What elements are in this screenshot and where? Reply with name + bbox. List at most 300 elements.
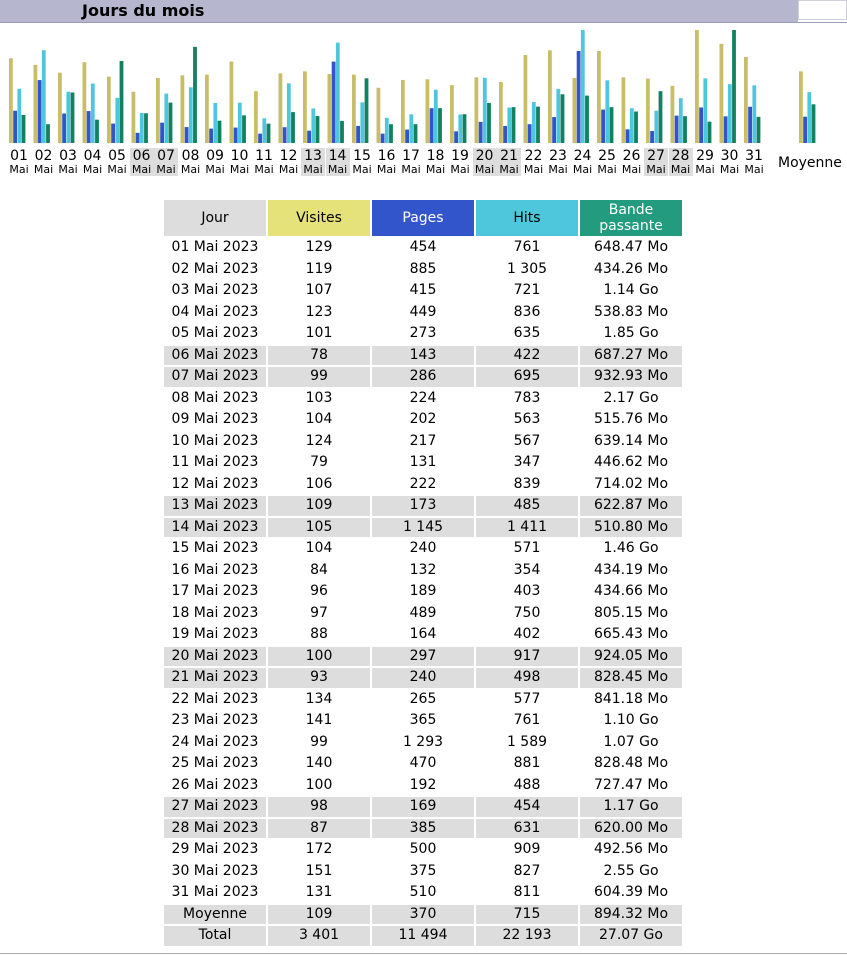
chart-day-label	[7, 148, 31, 176]
pages-bar	[479, 122, 483, 143]
pages-cell: 500	[409, 841, 437, 858]
visites-bar	[597, 51, 601, 143]
visites-cell: 109	[268, 496, 370, 516]
bande-passante-cell: 538.83 Mo	[593, 303, 669, 320]
chart-day-label	[56, 148, 80, 176]
pages-bar	[430, 108, 434, 143]
visites-bar	[695, 30, 699, 143]
day-cell: 21 Mai 2023	[164, 668, 266, 688]
total-bande-passante: 27.07 Go	[580, 926, 682, 946]
day-cell: 30 Mai 2023	[171, 862, 259, 879]
day-cell: 22 Mai 2023	[171, 690, 259, 707]
bande-passante-bar	[414, 124, 418, 143]
pages-cell: 240	[409, 540, 437, 557]
pages-bar	[552, 117, 556, 143]
day-cell: 14 Mai 2023	[164, 518, 266, 538]
bande-passante-cell: 434.26 Mo	[593, 260, 669, 277]
chart-day-number: 01	[10, 148, 28, 164]
pages-bar	[209, 129, 213, 143]
visites-cell: 151	[305, 862, 333, 879]
hits-cell: 402	[513, 626, 541, 643]
hits-bar	[213, 103, 217, 143]
bande-passante-bar	[634, 112, 638, 143]
visites-bar	[799, 71, 803, 143]
hits-bar	[189, 87, 193, 143]
pages-bar	[307, 131, 311, 143]
col-header-hits: Hits	[476, 200, 578, 236]
table-header-row	[164, 200, 682, 236]
pages-bar	[675, 116, 679, 143]
bande-passante-bar	[242, 115, 246, 143]
table-row	[164, 668, 682, 688]
table-row	[164, 797, 682, 817]
bande-passante-cell: 1.07 Go	[603, 733, 659, 750]
chart-day-number: 04	[83, 148, 102, 164]
bande-passante-bar	[708, 122, 712, 143]
bande-passante-cell: 932.93 Mo	[580, 367, 682, 387]
hits-bar	[679, 98, 683, 143]
hits-bar	[140, 113, 144, 143]
hits-cell: 783	[513, 389, 541, 406]
bande-passante-cell: 492.56 Mo	[593, 841, 669, 858]
bande-passante-cell: 828.45 Mo	[580, 668, 682, 688]
visites-bar	[720, 44, 724, 143]
hits-bar	[66, 92, 70, 143]
visites-cell: 107	[305, 282, 333, 299]
visites-cell: 96	[310, 583, 328, 600]
average-hits: 715	[476, 905, 578, 925]
visites-bar	[450, 85, 454, 143]
table-row	[164, 883, 682, 903]
chart-day-label	[350, 148, 374, 176]
hits-bar	[238, 103, 242, 143]
bande-passante-cell: 2.17 Go	[603, 389, 659, 406]
bande-passante-cell: 828.48 Mo	[593, 755, 669, 772]
chart-day-label	[546, 148, 570, 176]
chart-month-label: Mai	[229, 163, 250, 176]
chart-day-label	[252, 148, 276, 176]
hits-cell: 811	[513, 884, 541, 901]
chart-day-label	[130, 148, 154, 176]
chart-day-label	[375, 148, 399, 176]
hits-cell: 761	[513, 712, 541, 729]
average-visites: 109	[268, 905, 370, 925]
hits-cell: 750	[513, 604, 541, 621]
bande-passante-cell: 515.76 Mo	[593, 411, 669, 428]
hits-bar	[507, 108, 511, 143]
hits-bar	[434, 90, 438, 143]
bande-passante-bar	[438, 108, 442, 143]
table-row	[164, 819, 682, 839]
hits-bar	[385, 118, 389, 143]
bande-passante-bar	[561, 94, 565, 143]
pages-bar	[234, 128, 238, 143]
visites-cell: 172	[305, 841, 333, 858]
hits-bar	[17, 89, 21, 143]
chart-month-label: Mai	[58, 163, 78, 176]
table-row	[164, 389, 682, 409]
hits-bar	[483, 78, 487, 143]
pages-cell: 297	[372, 647, 474, 667]
visites-bar	[671, 86, 675, 143]
pages-bar	[13, 111, 17, 143]
bande-passante-cell: 1.85 Go	[603, 325, 659, 342]
day-cell: 15 Mai 2023	[171, 540, 259, 557]
hits-cell: 567	[513, 432, 541, 449]
chart-day-label	[742, 148, 766, 176]
average-bande-passante: 894.32 Mo	[580, 905, 682, 925]
visites-cell: 105	[268, 518, 370, 538]
chart-day-label	[326, 148, 350, 176]
pages-bar	[528, 124, 532, 143]
hits-cell: 1 305	[506, 260, 548, 277]
day-cell: 10 Mai 2023	[171, 432, 259, 449]
table-row	[164, 840, 682, 860]
chart-day-number: 25	[598, 148, 616, 164]
chart-day-number: 21	[500, 148, 518, 164]
hits-cell: 1 411	[476, 518, 578, 538]
hits-bar	[287, 83, 291, 143]
chart-day-number: 20	[475, 148, 494, 164]
visites-bar	[205, 75, 209, 143]
pages-bar	[626, 129, 630, 143]
bande-passante-bar	[389, 124, 393, 143]
visites-cell: 104	[305, 411, 333, 428]
visites-bar	[548, 50, 552, 143]
visites-cell: 98	[268, 797, 370, 817]
pages-bar	[454, 131, 458, 143]
table-row	[164, 410, 682, 430]
table-row	[164, 647, 682, 667]
hits-cell: 563	[513, 411, 541, 428]
pages-cell: 132	[409, 561, 437, 578]
chart-month-label: Mai	[205, 163, 225, 176]
bande-passante-cell: 510.80 Mo	[580, 518, 682, 538]
daily-stats-table	[162, 198, 684, 948]
hits-bar	[728, 84, 732, 143]
chart-day-label	[473, 148, 497, 176]
chart-day-label	[301, 148, 325, 176]
hits-cell: 577	[513, 690, 541, 707]
visites-cell: 134	[305, 690, 333, 707]
bande-passante-cell: 2.55 Go	[603, 862, 659, 879]
visites-cell: 97	[310, 604, 328, 621]
day-cell: 26 Mai 2023	[171, 776, 259, 793]
bande-passante-bar	[193, 47, 197, 143]
pages-cell: 470	[409, 755, 437, 772]
average-row	[164, 905, 682, 925]
chart-day-number: 14	[328, 148, 347, 164]
chart-day-number: 17	[402, 148, 420, 164]
day-cell: 31 Mai 2023	[171, 884, 259, 901]
pages-bar	[283, 127, 287, 143]
chart-day-number: 19	[451, 148, 469, 164]
pages-bar	[699, 107, 703, 143]
chart-day-number: 12	[279, 148, 298, 164]
section-header	[0, 0, 798, 22]
pages-cell: 173	[372, 496, 474, 516]
daily-bar-chart	[0, 26, 847, 146]
hits-cell: 347	[513, 454, 541, 471]
table-row	[164, 432, 682, 452]
bande-passante-cell: 446.62 Mo	[593, 454, 669, 471]
table-row	[164, 475, 682, 495]
bande-passante-cell: 1.17 Go	[580, 797, 682, 817]
table-row	[164, 281, 682, 301]
table-row	[164, 582, 682, 602]
day-cell: 29 Mai 2023	[171, 841, 259, 858]
pages-bar	[38, 80, 42, 143]
chart-day-number: 18	[426, 148, 445, 164]
bande-passante-bar	[812, 104, 816, 143]
hits-cell: 485	[476, 496, 578, 516]
hits-bar	[654, 111, 658, 143]
day-cell: 24 Mai 2023	[171, 733, 259, 750]
visites-cell: 119	[305, 260, 333, 277]
chart-day-number: 22	[524, 148, 543, 164]
chart-month-label: Mai	[474, 163, 495, 176]
col-header-bande-passante: Bande passante	[580, 200, 682, 236]
bande-passante-bar	[22, 115, 26, 143]
chart-day-label	[424, 148, 448, 176]
pages-cell: 189	[409, 583, 437, 600]
table-row	[164, 453, 682, 473]
bande-passante-cell: 1.14 Go	[603, 282, 659, 299]
bande-passante-bar	[610, 107, 614, 143]
pages-cell: 143	[372, 346, 474, 366]
chart-month-label: Mai	[450, 163, 470, 176]
hits-cell: 1 589	[506, 733, 548, 750]
pages-cell: 375	[409, 862, 437, 879]
chart-day-number: 05	[108, 148, 126, 164]
bande-passante-bar	[169, 103, 173, 143]
hits-cell: 498	[476, 668, 578, 688]
bande-passante-bar	[340, 121, 344, 143]
visites-bar	[156, 78, 160, 143]
bande-passante-bar	[487, 103, 491, 143]
hits-cell: 836	[513, 303, 541, 320]
hits-cell: 354	[513, 561, 541, 578]
hits-cell: 635	[513, 325, 541, 342]
bande-passante-bar	[71, 92, 75, 143]
pages-bar	[136, 133, 140, 143]
pages-bar	[356, 126, 360, 143]
bande-passante-cell: 924.05 Mo	[580, 647, 682, 667]
hits-bar	[532, 102, 536, 143]
col-header-jour: Jour	[164, 200, 266, 236]
pages-cell: 217	[409, 432, 437, 449]
visites-bar	[328, 74, 332, 143]
hits-bar	[807, 92, 811, 143]
hits-bar	[458, 114, 462, 143]
pages-bar	[803, 117, 807, 143]
visites-bar	[646, 79, 650, 143]
pages-cell: 222	[409, 475, 437, 492]
bande-passante-bar	[46, 124, 50, 143]
chart-day-label	[105, 148, 129, 176]
pages-cell: 449	[409, 303, 437, 320]
day-cell: 09 Mai 2023	[171, 411, 259, 428]
visites-bar	[499, 82, 503, 143]
chart-day-label	[522, 148, 546, 176]
hits-cell: 571	[513, 540, 541, 557]
pages-cell: 365	[409, 712, 437, 729]
visites-bar	[475, 77, 479, 143]
chart-month-label: Mai	[401, 163, 421, 176]
day-cell: 02 Mai 2023	[171, 260, 259, 277]
average-row-label: Moyenne	[164, 905, 266, 925]
bande-passante-cell: 714.02 Mo	[593, 475, 669, 492]
hits-cell: 839	[513, 475, 541, 492]
hits-cell: 454	[476, 797, 578, 817]
pages-cell: 489	[409, 604, 437, 621]
visites-cell: 79	[310, 454, 328, 471]
chart-day-number: 24	[573, 148, 592, 164]
visites-cell: 99	[310, 733, 328, 750]
table-row	[164, 324, 682, 344]
chart-day-label	[693, 148, 717, 176]
visites-bar	[9, 58, 13, 143]
hits-cell: 827	[513, 862, 541, 879]
day-cell: 18 Mai 2023	[171, 604, 259, 621]
bande-passante-cell: 604.39 Mo	[593, 884, 669, 901]
chart-month-label: Mai	[352, 163, 372, 176]
pages-bar	[601, 110, 605, 143]
chart-day-number: 16	[377, 148, 396, 164]
pages-cell: 273	[409, 325, 437, 342]
table-row	[164, 260, 682, 280]
visites-cell: 99	[268, 367, 370, 387]
day-cell: 01 Mai 2023	[171, 239, 259, 256]
section-title: Jours du mois	[82, 1, 205, 20]
bande-passante-cell: 434.19 Mo	[593, 561, 669, 578]
hits-bar	[360, 102, 364, 143]
visites-bar	[58, 73, 62, 143]
bande-passante-cell: 805.15 Mo	[593, 604, 669, 621]
visites-cell: 140	[305, 755, 333, 772]
table-row	[164, 238, 682, 258]
chart-day-number: 30	[720, 148, 739, 164]
bande-passante-bar	[732, 30, 736, 143]
hits-bar	[115, 98, 119, 143]
visites-cell: 78	[268, 346, 370, 366]
chart-month-label: Mai	[9, 163, 29, 176]
pages-bar	[650, 131, 654, 143]
day-cell: 06 Mai 2023	[164, 346, 266, 366]
table-row	[164, 367, 682, 387]
header-divider	[0, 22, 847, 23]
day-cell: 11 Mai 2023	[171, 454, 259, 471]
bande-passante-cell: 727.47 Mo	[593, 776, 669, 793]
visites-bar	[303, 71, 307, 143]
pages-cell: 224	[409, 389, 437, 406]
hits-bar	[91, 84, 95, 143]
hits-cell: 721	[513, 282, 541, 299]
chart-day-number: 15	[353, 148, 371, 164]
visites-cell: 106	[305, 475, 333, 492]
pages-cell: 454	[409, 239, 437, 256]
bande-passante-cell: 620.00 Mo	[580, 819, 682, 839]
visites-bar	[744, 57, 748, 143]
visites-bar	[573, 78, 577, 143]
chart-day-number: 07	[157, 148, 175, 164]
table-row	[164, 776, 682, 796]
visites-bar	[401, 80, 405, 143]
table-row	[164, 561, 682, 581]
visites-bar	[230, 62, 234, 143]
day-cell: 13 Mai 2023	[164, 496, 266, 516]
hits-cell: 917	[476, 647, 578, 667]
chart-day-label	[179, 148, 203, 176]
table-row	[164, 303, 682, 323]
chart-day-number: 08	[181, 148, 200, 164]
day-cell: 27 Mai 2023	[164, 797, 266, 817]
table-row	[164, 604, 682, 624]
chart-month-label: Mai	[597, 163, 617, 176]
hits-cell: 631	[476, 819, 578, 839]
pages-cell: 202	[409, 411, 437, 428]
bande-passante-cell: 1.10 Go	[603, 712, 659, 729]
chart-month-label: Mai	[621, 163, 642, 176]
hits-cell: 881	[513, 755, 541, 772]
visites-bar	[107, 77, 111, 143]
chart-month-label: Mai	[523, 163, 544, 176]
bande-passante-bar	[659, 91, 663, 143]
visites-cell: 93	[268, 668, 370, 688]
table-body	[164, 238, 682, 903]
hits-bar	[630, 108, 634, 143]
chart-day-label	[644, 148, 668, 176]
bande-passante-bar	[683, 116, 687, 143]
pages-cell: 169	[372, 797, 474, 817]
hits-cell: 403	[513, 583, 541, 600]
pages-cell: 1 293	[402, 733, 444, 750]
visites-bar	[426, 79, 430, 143]
pages-bar	[111, 124, 115, 143]
bande-passante-cell: 434.66 Mo	[593, 583, 669, 600]
pages-cell: 286	[372, 367, 474, 387]
chart-day-number: 26	[622, 148, 641, 164]
pages-cell: 192	[409, 776, 437, 793]
bande-passante-cell: 648.47 Mo	[593, 239, 669, 256]
visites-cell: 101	[305, 325, 333, 342]
day-cell: 03 Mai 2023	[171, 282, 259, 299]
table-row	[164, 754, 682, 774]
visites-bar	[377, 88, 381, 143]
hits-bar	[752, 85, 756, 143]
chart-month-label: Mai	[425, 163, 446, 176]
hits-bar	[164, 94, 168, 143]
pages-bar	[748, 107, 752, 143]
chart-month-label: Mai	[33, 163, 54, 176]
pages-bar	[87, 111, 91, 143]
table-row	[164, 539, 682, 559]
bande-passante-bar	[757, 117, 761, 143]
chart-day-number: 28	[671, 148, 690, 164]
chart-month-label: Mai	[180, 163, 201, 176]
bande-passante-bar	[144, 113, 148, 143]
table-row	[164, 625, 682, 645]
pages-cell: 415	[409, 282, 437, 299]
hits-cell: 909	[513, 841, 541, 858]
day-cell: 16 Mai 2023	[171, 561, 259, 578]
chart-month-label: Mai	[82, 163, 103, 176]
bande-passante-bar	[218, 121, 222, 143]
total-pages: 11 494	[372, 926, 474, 946]
day-cell: 25 Mai 2023	[171, 755, 259, 772]
chart-month-label: Mai	[376, 163, 397, 176]
table-row	[164, 496, 682, 516]
